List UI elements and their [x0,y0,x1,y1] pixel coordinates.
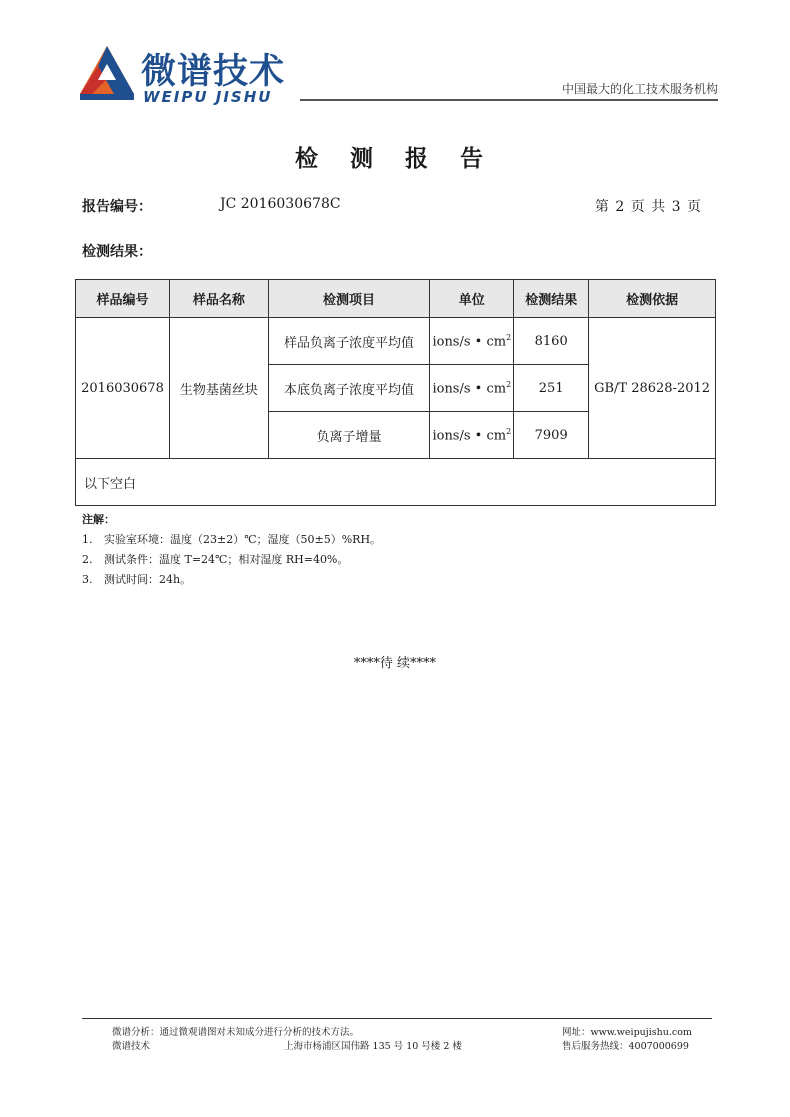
footer-company: 微谱技术 [112,1041,151,1052]
footer-website: 网址：www.weipujishu.com [562,1027,692,1038]
notes-section [82,510,381,590]
header-slogan: 中国最大的化工技术服务机构 [561,82,718,96]
report-number-value: JC 2016030678C [220,196,341,212]
unit-cell: ions/s • $cm^2$ [430,365,514,412]
footer-divider [82,1018,712,1019]
logo-english-text: WEIPU JISHU [143,88,273,106]
header-sample-no: 样品编号 [76,280,170,318]
sample-number-cell: 2016030678 [76,318,170,459]
unit-cell: ions/s • $cm^2$ [430,318,514,365]
basis-cell: GB/T 28628-2012 [589,318,716,459]
page-header [78,40,718,110]
test-item-cell: 本底负离子浓度平均值 [268,365,430,412]
notes-title: 注解： [82,513,115,526]
header-result: 检测结果 [514,280,589,318]
unit-cell: ions/s • $cm^2$ [430,412,514,459]
header-unit: 单位 [430,280,514,318]
footer-address: 上海市杨浦区国伟路 135 号 10 号楼 2 楼 [284,1041,462,1052]
weipu-logo-icon [78,44,136,102]
table-header-row [76,280,716,318]
header-sample-name: 样品名称 [169,280,268,318]
header-test-item: 检测项目 [268,280,430,318]
note-item: 2. 测试条件：温度 T=24℃；相对湿度 RH=40%。 [82,553,349,566]
document-title: 检 测 报 告 [294,146,496,172]
continued-marker: ****待 续**** [353,656,437,671]
result-cell: 7909 [514,412,589,459]
blank-note-row [76,459,716,506]
logo-chinese-text: 微谱技术 [141,52,286,92]
header-basis: 检测依据 [589,280,716,318]
page-info: 第 2 页 共 3 页 [594,199,702,215]
note-item: 1. 实验室环境：温度（23±2）℃；湿度（50±5）%RH。 [82,533,382,546]
result-cell: 251 [514,365,589,412]
table-row [76,318,716,365]
report-number-label: 报告编号： [82,199,152,215]
results-table [75,279,716,506]
test-item-cell: 负离子增量 [268,412,430,459]
note-item: 3. 测试时间：24h。 [82,573,192,586]
footer-description: 微谱分析：通过微观谱图对未知成分进行分析的技术方法。 [112,1027,360,1038]
blank-note-cell: 以下空白 [76,459,716,506]
header-divider [300,99,718,101]
footer-hotline: 售后服务热线：4007000699 [562,1041,689,1052]
result-cell: 8160 [514,318,589,365]
results-label: 检测结果： [82,244,152,260]
test-item-cell: 样品负离子浓度平均值 [268,318,430,365]
sample-name-cell: 生物基菌丝块 [169,318,268,459]
